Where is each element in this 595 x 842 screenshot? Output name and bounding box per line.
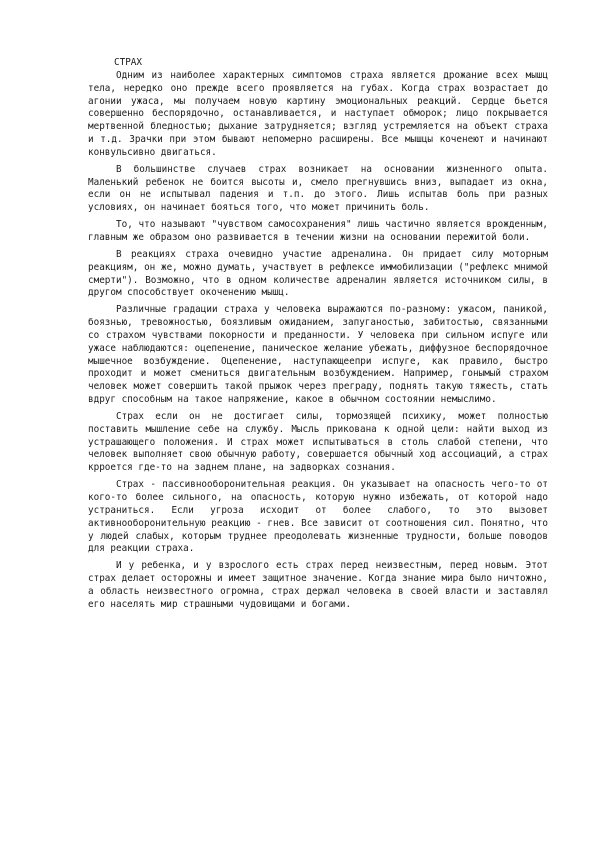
paragraph-3: То, что называют "чувством самосохранения" лишь частично является врожденным, главным же образом оно развивается в течении жизни на основании пережитой боли.: [88, 219, 548, 243]
paragraph-8: И у ребенка, и у взрослого есть страх перед неизвестным, перед новым. Этот страх делает осторожны и имеет защитное значение. Когда знание мира было ничтожно, а область неизвестного огромна, страх держал человека в своей власти и заставлял его населять мир страшными чудовищами и богами.: [88, 560, 548, 610]
document-title: СТРАХ: [114, 57, 142, 68]
paragraph-6: Страх если он не достигает силы, тормозящей психику, может полностью поставить мышление себе на службу. Мысль прикована к одной цели: найти выход из устрашающего положения. И страх может испытываться в столь слабой степени, что человек выполняет свою обычную работу, совершается обычный ход ассоциаций, а страх крроется где-то на заднем плане, на задворках сознания.: [88, 410, 548, 474]
paragraph-1: Одним из наиболее характерных симптомов страха является дрожание всех мышц тела, нередко оно прежде всего проявляется на губах. Когда страх возрастает до агонии ужаса, мы получаем новую картину эмоциональных реакций. Сердце бьется совершенно беспорядочно, останавливается, и наступает обморок; лицо покрывается мертвенной бледностью; дыхание затрудняется; взгляд устремляется на объект страха и т.д. Зрачки при этом бывают непомерно расширены. Все мышцы коченеют и начинают конвульсивно двигаться.: [88, 69, 548, 158]
paragraph-4: В реакциях страха очевидно участие адреналина. Он придает силу моторным реакциям, он же, можно думать, участвует в рефлексе иммобилизации ("рефлекс мнимой смерти"). Возможно, что в одном количестве адреналин является источником силы, в другом способствует окоченению мышц.: [88, 248, 548, 299]
paragraph-7: Страх - пассивнооборонительная реакция. Он указывает на опасность чего-то от кого-то более сильного, на опасность, которую нужно избежать, от которой надо устраниться. Если угроза исходит от более слабого, то это вызовет активнооборонительную реакцию - гнев. Все зависит от соотношения сил. Понятно, что у людей слабых, которым труднее преодолевать жизненные трудности, больше поводов для реакции страха.: [88, 479, 548, 555]
paragraph-2: В большинстве случаев страх возникает на основании жизненного опыта. Маленький ребенок не боится высоты и, смело прегнувшись вниз, выпадает из окна, если он не испытывал падения и т.п. до этого. Лишь испытав боль при разных условиях, он начинает бояться того, что может причинить боль.: [88, 163, 548, 214]
paragraph-5: Различные градации страха у человека выражаются по-разному: ужасом, паникой, боязнью, тревожностью, боязливым ожиданием, запуганостью, забитостью, связанными со страхом чувствами покорности и преданности. У человека при сильном испуге или ужасе наблюдаются: оцепенение, паническое желание убежать, диффузное беспорядочное мышечное возбуждение. Оцепенение, наступающеепри испуге, как правило, быстро проходит и может смениться двигательным возбуждением. Например, гонымый страхом человек может совершить такой прыжок через преграду, поднять такую тяжесть, стать вдруг способным на такое напряжение, какое в обычном состоянии немыслимо.: [88, 304, 548, 406]
document-page: [88, 57, 548, 616]
